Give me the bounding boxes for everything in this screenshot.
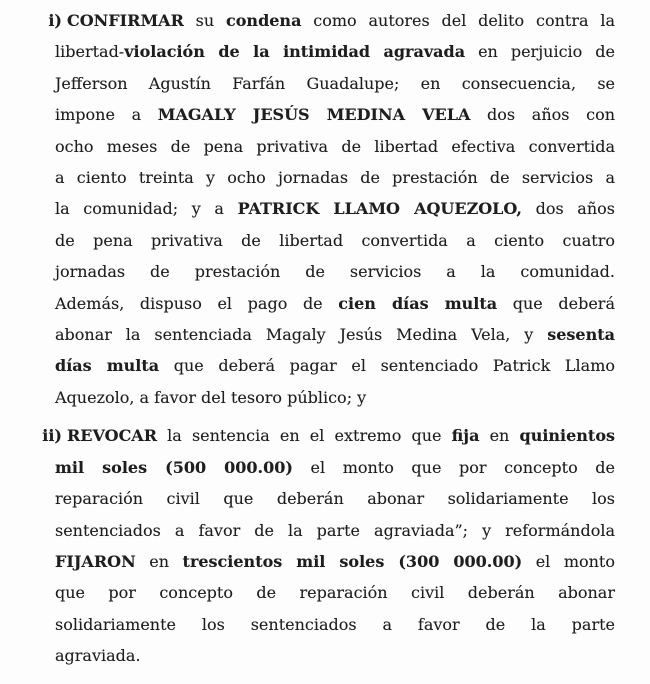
text-run: Jefferson Agustín Farfán Guadalupe; en consecuencia, se [55,73,615,93]
text-run: mil soles (500 000.00) [55,457,293,477]
document-line [55,382,615,413]
document-line [55,452,615,483]
text-run: en perjuicio de [465,42,615,62]
document-line [55,577,615,608]
document-line [55,515,615,546]
text-run: trescientos mil soles (300 000.00) [182,551,523,571]
text-run: condena [226,11,302,30]
text-run: su [183,11,227,30]
text-run: FIJARON [55,551,136,571]
text-run: dos años con [470,105,615,125]
text-run: como autores del delito contra la [301,11,615,30]
text-run: PATRICK LLAMO AQUEZOLO, [237,199,522,219]
text-run: que deberá pagar el sentenciado Patrick Llamo [159,356,616,376]
item-marker: ii) [42,426,62,446]
document-line [55,640,615,671]
ruling-item [42,420,616,671]
text-run: impone a [55,105,158,125]
document-line [55,420,615,451]
text-run: reparación civil que deberán abonar solidariamente los [55,489,615,509]
document-line [55,5,615,36]
text-run: a ciento treinta y ocho jornadas de prestación de servicios a [55,168,615,188]
document-line [55,546,615,577]
text-run: dos años [522,199,615,219]
document-line [55,319,615,350]
text-run: en [135,551,183,571]
text-run: violación de la intimidad agravada [124,42,466,62]
text-run: el monto [522,551,615,571]
document-line [55,193,615,224]
text-run: solidariamente los sentenciados a favor de la parte [55,614,615,634]
document-line [55,225,615,256]
document-line [55,609,615,640]
text-run: la sentencia en el extremo que [157,426,452,446]
text-run: REVOCAR [67,426,158,446]
text-run: sesenta [547,325,615,345]
item-marker: i) [48,11,62,30]
text-run: la comunidad; y a [55,199,238,219]
text-run: MAGALY JESÚS MEDINA VELA [157,105,471,125]
text-run: días multa [55,356,160,376]
text-run: libertad- [55,42,125,62]
text-run: cien días multa [338,293,498,313]
text-run: fija [451,426,480,446]
text-run: quinientos [519,426,615,446]
text-run: sentenciados a favor de la parte agraviada”; y reformándola [55,520,615,540]
text-run: de pena privativa de libertad convertida a ciento cuatro [55,230,615,250]
document-line [55,36,615,67]
document-line [55,131,615,162]
text-run: que deberá [497,293,615,313]
document-line [55,483,615,514]
document-line [55,68,615,99]
document-line [55,350,615,381]
text-run: que por concepto de reparación civil deberán abonar [55,583,615,603]
document-line [55,162,615,193]
text-run: Aquezolo, a favor del tesoro público; y [55,387,367,407]
text-run: el monto que por concepto de [292,457,616,477]
document-line [55,288,615,319]
document-line [55,256,615,287]
text-run: agraviada. [55,646,141,666]
ruling-item [48,5,616,413]
text-run: Además, dispuso el pago de [55,293,339,313]
text-run: jornadas de prestación de servicios a la comunidad. [55,262,615,282]
text-run: abonar la sentenciada Magaly Jesús Medina Vela, y [55,325,548,345]
text-run: CONFIRMAR [67,11,184,30]
text-run: ocho meses de pena privativa de libertad efectiva convertida [55,136,615,156]
document-line [55,99,615,130]
text-run: en [479,426,520,446]
